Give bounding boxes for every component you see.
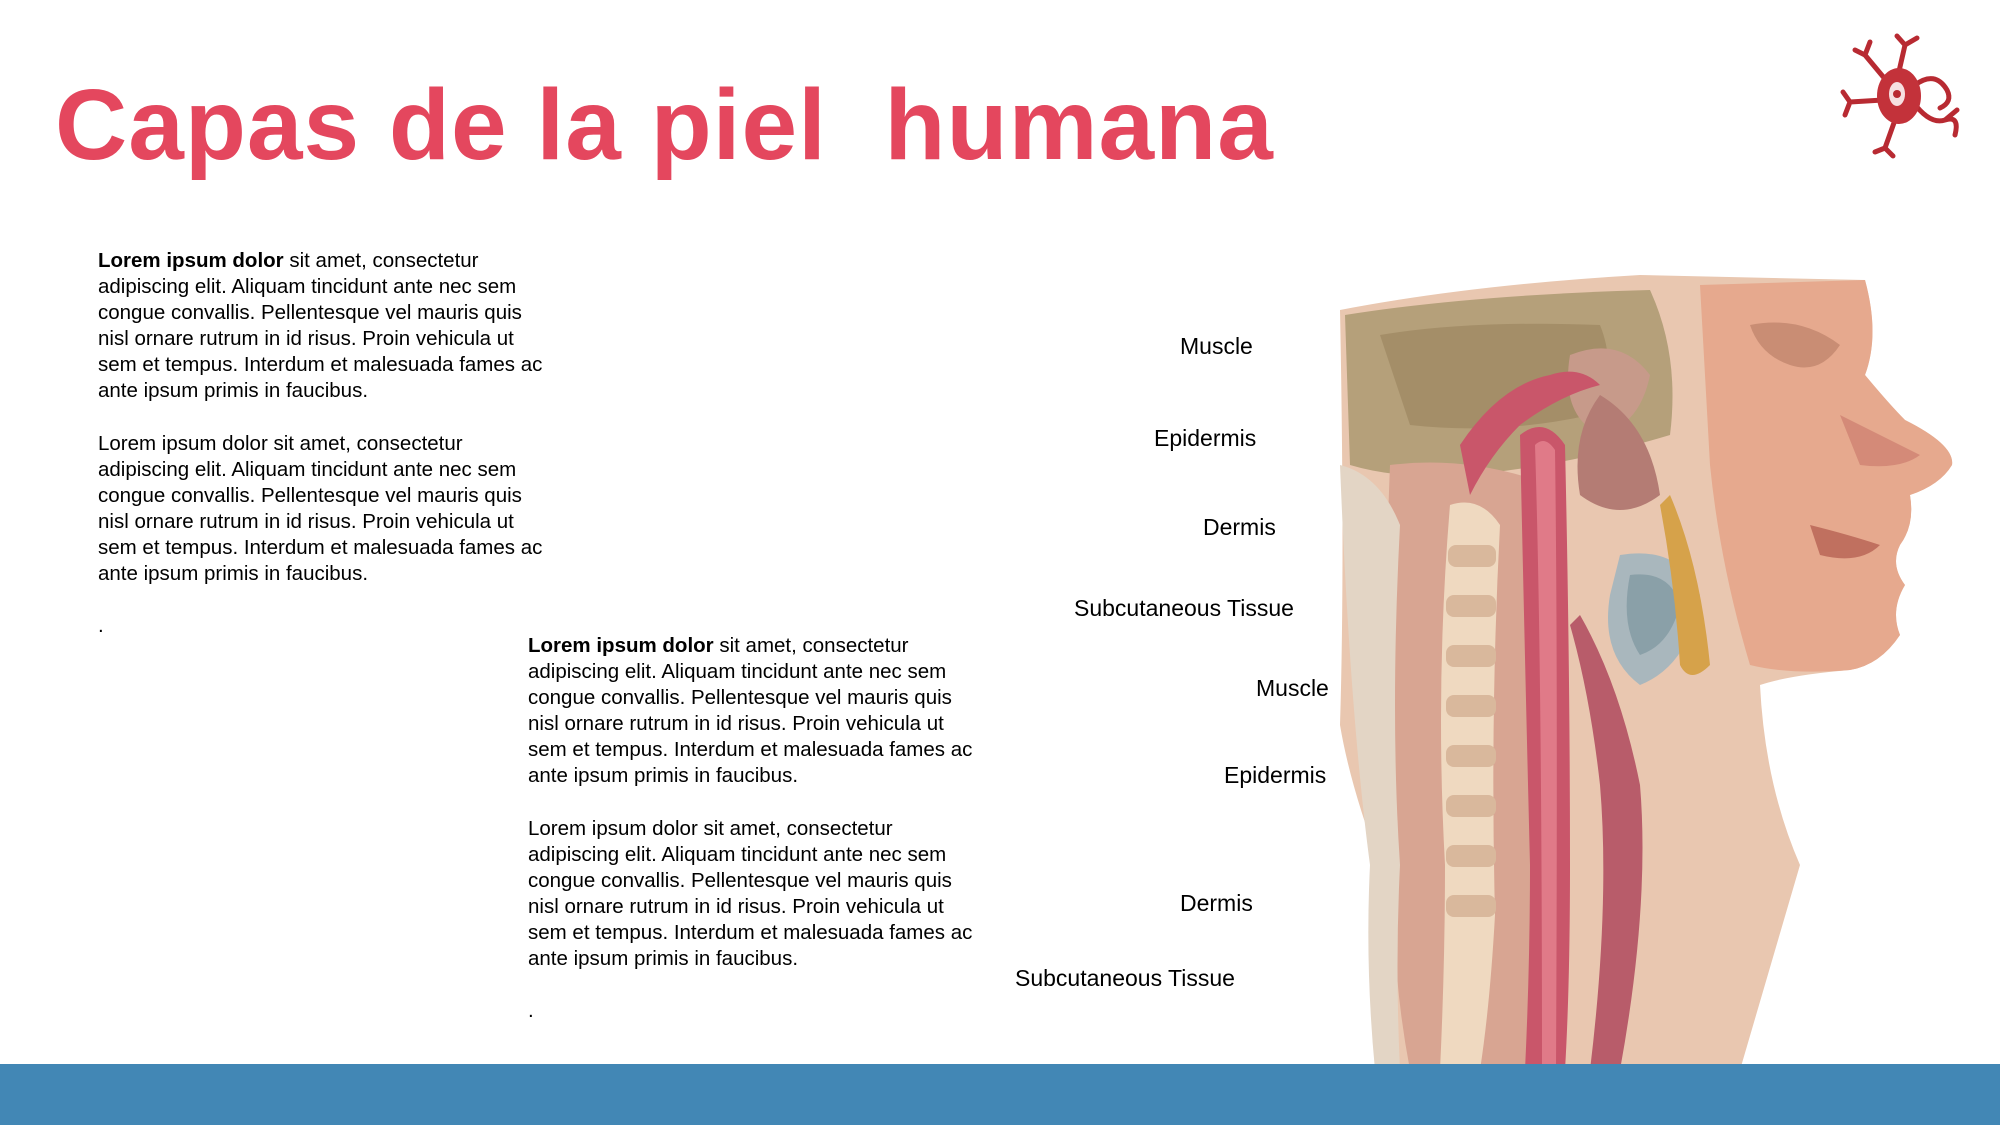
label-muscle: Muscle (1180, 333, 1253, 359)
slide-title: Capas de la piel humana (55, 69, 1274, 181)
bold-lead: Lorem ipsum dolor (98, 249, 284, 272)
virus-cell-logo (1835, 30, 1965, 160)
text-column-left (98, 248, 558, 665)
dot: . (528, 999, 534, 1023)
label-subcutaneous-tissue: Subcutaneous Tissue (1015, 965, 1235, 991)
paragraph (528, 633, 988, 790)
head-neck-anatomy-illustration (1320, 265, 1960, 1075)
text-column-middle (528, 633, 988, 1050)
paragraph: Lorem ipsum dolor sit amet, consectetur adipiscing elit. Aliquam tincidunt ante nec sem congue convallis. Pellentesque vel mauris quis nisl ornare rutrum in id risus. Proin vehicula ut sem et tempus. Interdum et malesuada fames ac ante ipsum primis in faucibus. (528, 816, 973, 971)
label-subcutaneous-tissue: Subcutaneous Tissue (1074, 595, 1294, 621)
label-epidermis: Epidermis (1224, 762, 1327, 788)
label-dermis: Dermis (1203, 514, 1276, 540)
paragraph-text: sit amet, consectetur adipiscing elit. Aliquam tincidunt ante nec sem congue convallis. Pellentesque vel mauris quis nisl ornare rutrum in id risus. Proin vehicula ut sem et tempus. Interdum et malesuada fames ac ante ipsum primis in faucibus. (528, 634, 973, 788)
dot: . (98, 614, 104, 638)
paragraph-text: sit amet, consectetur adipiscing elit. Aliquam tincidunt ante nec sem congue convallis. Pellentesque vel mauris quis nisl ornare rutrum in id risus. Proin vehicula ut sem et tempus. Interdum et malesuada fames ac ante ipsum primis in faucibus. (98, 249, 543, 403)
footer-bar (0, 1064, 2000, 1125)
label-muscle: Muscle (1256, 675, 1329, 701)
paragraph: Lorem ipsum dolor sit amet, consectetur adipiscing elit. Aliquam tincidunt ante nec sem congue convallis. Pellentesque vel mauris quis nisl ornare rutrum in id risus. Proin vehicula ut sem et tempus. Interdum et malesuada fames ac ante ipsum primis in faucibus. (98, 431, 543, 586)
label-dermis: Dermis (1180, 890, 1253, 916)
bold-lead: Lorem ipsum dolor (528, 634, 714, 657)
label-epidermis: Epidermis (1154, 425, 1257, 451)
paragraph (98, 248, 558, 405)
